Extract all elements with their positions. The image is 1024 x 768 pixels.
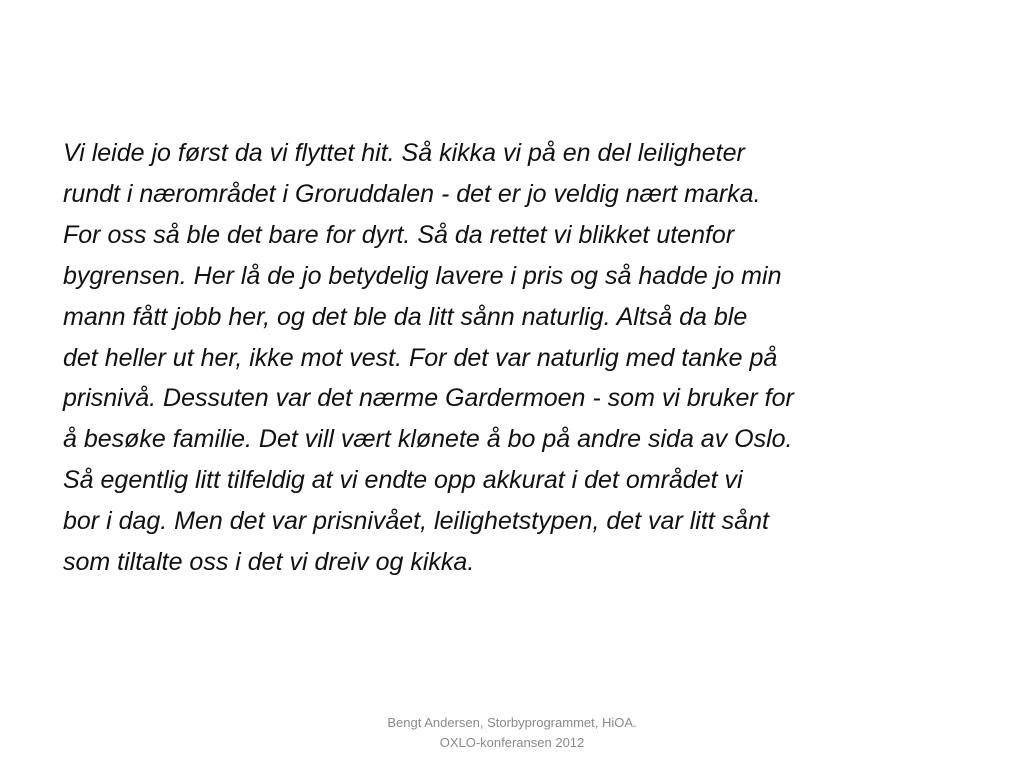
quote-line: mann fått jobb her, og det ble da litt sånn naturlig. Altså da ble	[63, 302, 748, 331]
quote-line: å besøke familie. Det vill vært klønete å bo på andre sida av Oslo.	[63, 425, 793, 454]
quote-line: prisnivå. Dessuten var det nærme Gardermoen - som vi bruker for	[63, 384, 794, 413]
quote-line: bygrensen. Her lå de jo betydelig lavere i pris og så hadde jo min	[63, 261, 782, 290]
quote-line: det heller ut her, ikke mot vest. For det var naturlig med tanke på	[63, 343, 778, 372]
quote-line: rundt i nærområdet i Groruddalen - det er jo veldig nært marka.	[63, 179, 761, 208]
slide-footer	[312, 713, 712, 753]
quote-line: bor i dag. Men det var prisnivået, leilighetstypen, det var litt sånt	[63, 507, 769, 536]
quote-line: som tiltalte oss i det vi dreiv og kikka.	[63, 548, 475, 577]
quote-line: For oss så ble det bare for dyrt. Så da rettet vi blikket utenfor	[63, 220, 735, 249]
quote-text	[63, 133, 975, 583]
quote-line: Vi leide jo først da vi flyttet hit. Så kikka vi på en del leiligheter	[63, 139, 745, 167]
footer-event-line: OXLO-konferansen 2012	[439, 735, 585, 750]
quote-line: Så egentlig litt tilfeldig at vi endte opp akkurat i det området vi	[63, 466, 743, 495]
footer-author-line: Bengt Andersen, Storbyprogrammet, HiOA.	[387, 715, 637, 730]
